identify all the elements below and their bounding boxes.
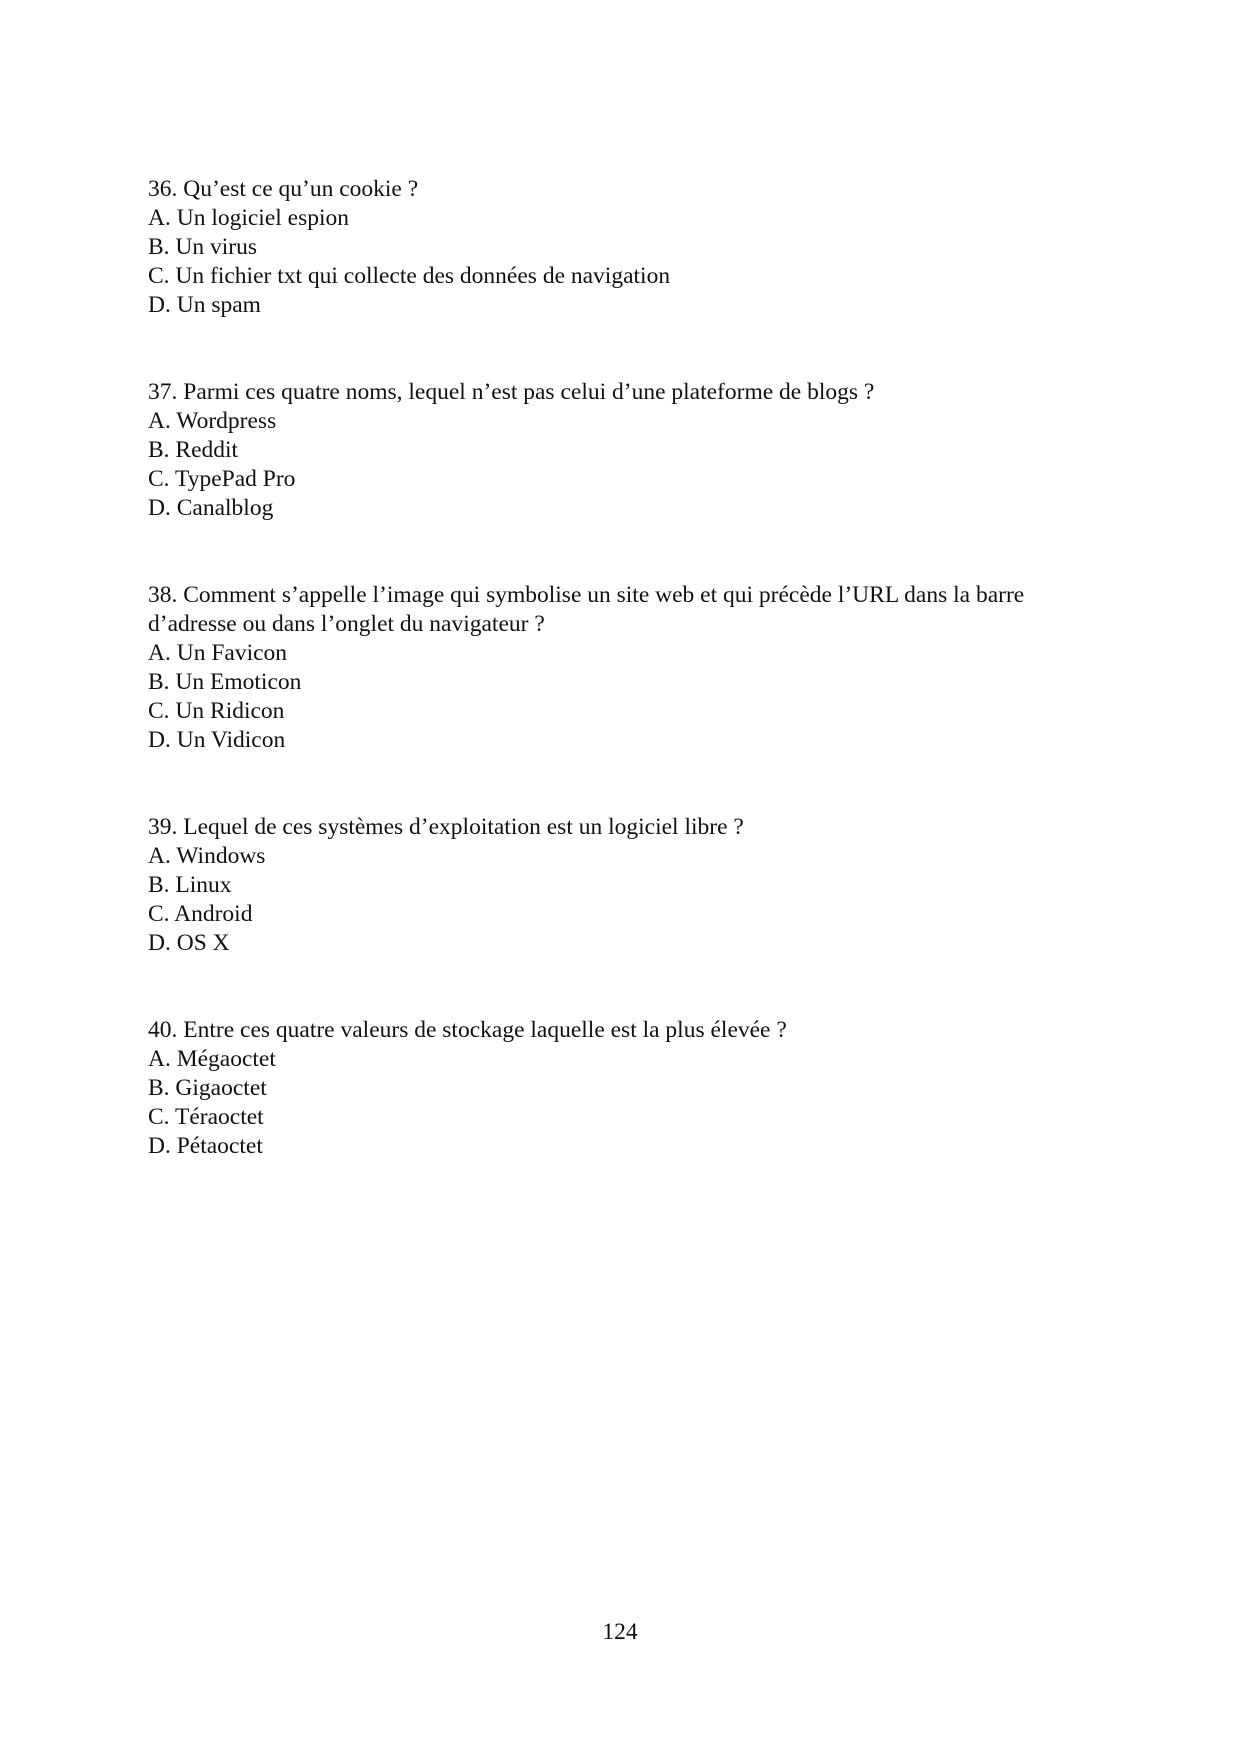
- question-list: [148, 175, 1088, 1219]
- answer-option-d: D. Pétaoctet: [148, 1133, 263, 1159]
- answer-option-a: A. Mégaoctet: [148, 1046, 276, 1072]
- question-36: [148, 175, 1088, 320]
- answer-option-c: C. Android: [148, 901, 253, 927]
- question-40: [148, 1016, 1088, 1161]
- question-text: 37. Parmi ces quatre noms, lequel n’est pas celui d’une plateforme de blogs ?: [148, 379, 875, 405]
- answer-option-c: C. Un fichier txt qui collecte des données de navigation: [148, 263, 671, 289]
- answer-option-b: B. Reddit: [148, 437, 239, 463]
- answer-option-b: B. Linux: [148, 872, 232, 898]
- page-number: 124: [602, 1619, 638, 1645]
- answer-option-b: B. Un virus: [148, 234, 258, 260]
- answer-option-c: C. Téraoctet: [148, 1104, 264, 1130]
- answer-option-c: C. Un Ridicon: [148, 698, 285, 724]
- answer-option-d: D. Canalblog: [148, 495, 274, 521]
- answer-option-b: B. Gigaoctet: [148, 1075, 267, 1101]
- answer-option-d: D. OS X: [148, 930, 230, 956]
- answer-option-b: B. Un Emoticon: [148, 669, 302, 695]
- answer-option-d: D. Un spam: [148, 292, 261, 318]
- answer-option-a: A. Un Favicon: [148, 640, 288, 666]
- question-39: [148, 813, 1088, 958]
- answer-option-d: D. Un Vidicon: [148, 727, 286, 753]
- answer-option-a: A. Windows: [148, 843, 266, 869]
- question-text: 39. Lequel de ces systèmes d’exploitation est un logiciel libre ?: [148, 814, 744, 840]
- question-text: 38. Comment s’appelle l’image qui symbolise un site web et qui précède l’URL dans la barre d’adresse ou dans l’onglet du navigateur ?: [148, 582, 1031, 637]
- question-38: [148, 581, 1088, 755]
- question-text: 40. Entre ces quatre valeurs de stockage laquelle est la plus élevée ?: [148, 1017, 787, 1043]
- answer-option-a: A. Wordpress: [148, 408, 277, 434]
- answer-option-c: C. TypePad Pro: [148, 466, 296, 492]
- question-text: 36. Qu’est ce qu’un cookie ?: [148, 176, 419, 202]
- answer-option-a: A. Un logiciel espion: [148, 205, 350, 231]
- question-37: [148, 378, 1088, 523]
